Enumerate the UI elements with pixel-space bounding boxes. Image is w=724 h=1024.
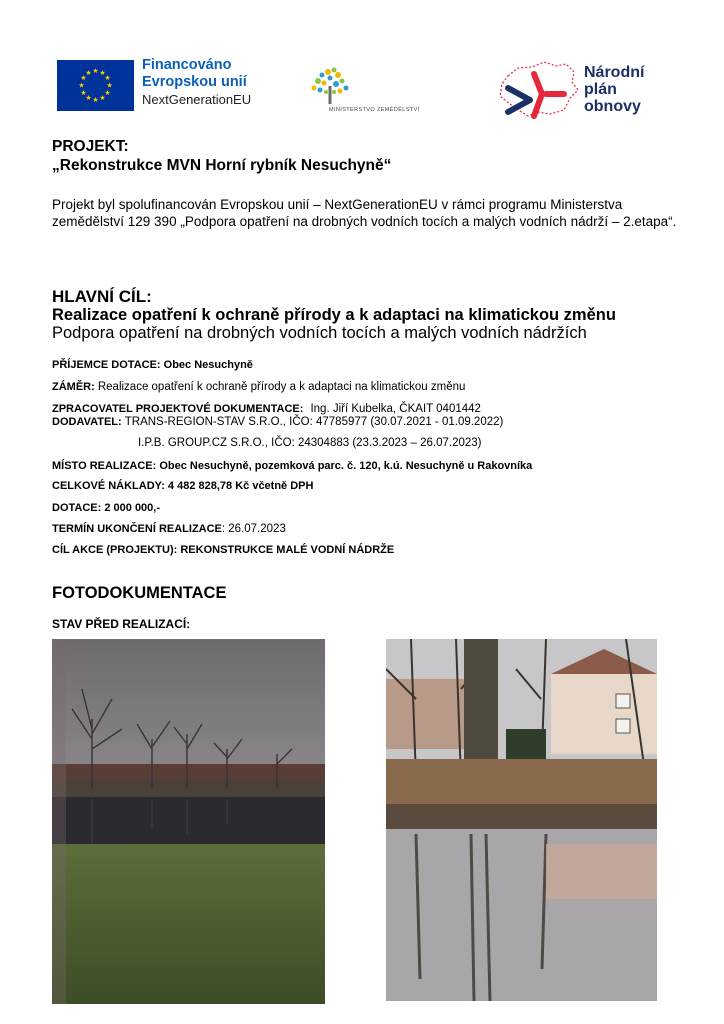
grant-label: DOTACE: <box>52 502 102 514</box>
npo-line-2: plán <box>584 81 617 98</box>
npo-line-1: Národní <box>584 64 645 81</box>
svg-text:★: ★ <box>99 69 106 77</box>
deadline-row <box>52 523 286 535</box>
intent-row <box>52 381 465 393</box>
intent-label: ZÁMĚR: <box>52 381 95 393</box>
aim-value: REKONSTRUKCE MALÉ VODNÍ NÁDRŽE <box>180 544 395 556</box>
svg-text:★: ★ <box>104 89 111 97</box>
eu-line-2: Evropskou unií <box>142 74 247 90</box>
svg-text:★: ★ <box>78 81 85 90</box>
photo-section-heading: FOTODOKUMENTACE <box>52 584 227 602</box>
supplier-value-1: TRANS-REGION-STAV S.R.O., IČO: 47785977 (30.07.2021 - 01.09.2022) <box>124 416 504 428</box>
eu-line-3: NextGenerationEU <box>142 92 252 107</box>
costs-label: CELKOVÉ NÁKLADY: <box>52 480 165 492</box>
supplier-label: DODAVATEL: <box>52 416 122 428</box>
pond-photo-right <box>386 639 657 1001</box>
goal-heading: HLAVNÍ CÍL: <box>52 287 152 306</box>
npo-line-3: obnovy <box>584 98 641 115</box>
place-value: Obec Nesuchyně, pozemková parc. č. 120, k.ú. Nesuchyně u Rakovníka <box>159 460 533 472</box>
eu-line-1: Financováno <box>142 57 232 73</box>
svg-text:★: ★ <box>92 67 99 75</box>
docs-value: Ing. Jiří Kubelka, ČKAIT 0401442 <box>310 403 481 415</box>
svg-text:★: ★ <box>104 74 111 82</box>
aim-row <box>52 544 394 556</box>
project-intro: Projekt byl spolufinancován Evropskou unií – NextGenerationEU v rámci programu Ministerstva zemědělství 129 390 „Podpora opatření na drobných vodních tocích a malých vodních nádrží – 2.etapa“. <box>52 197 677 229</box>
svg-text:★: ★ <box>92 96 99 104</box>
project-title: „Rekonstrukce MVN Horní rybník Nesuchyně“ <box>52 157 392 174</box>
npo-logo <box>494 58 584 128</box>
place-label: MÍSTO REALIZACE: <box>52 460 157 472</box>
recipient-value: Obec Nesuchyně <box>163 359 253 371</box>
supplier-value-2: I.P.B. GROUP.CZ S.R.O., IČO: 24304883 (23.3.2023 – 26.07.2023) <box>138 437 482 449</box>
recipient-label: PŘÍJEMCE DOTACE: <box>52 359 161 371</box>
svg-text:★: ★ <box>85 69 92 77</box>
eu-funding-text <box>142 57 251 108</box>
deadline-value: : 26.07.2023 <box>221 523 286 535</box>
pond-photo-left <box>52 639 325 1004</box>
goal-line-2: Podpora opatření na drobných vodních tocích a malých vodních nádržích <box>52 324 587 342</box>
svg-text:★: ★ <box>80 74 87 82</box>
supplier-row <box>52 416 503 428</box>
costs-row <box>52 480 313 492</box>
supplier-row-2 <box>138 437 482 449</box>
project-heading: PROJEKT: <box>52 138 129 155</box>
svg-text:★: ★ <box>99 94 106 102</box>
recipient-row <box>52 359 253 371</box>
eu-flag-logo <box>57 60 134 111</box>
intent-value: Realizace opatření k ochraně přírody a k adaptaci na klimatickou změnu <box>97 381 466 393</box>
npo-text <box>584 64 644 115</box>
deadline-label: TERMÍN UKONČENÍ REALIZACE <box>52 523 222 535</box>
svg-text:★: ★ <box>85 94 92 102</box>
ministry-name: MINISTERSTVO ZEMĚDĚLSTVÍ <box>329 107 420 113</box>
goal-line-1: Realizace opatření k ochraně přírody a k adaptaci na klimatickou změnu <box>52 306 616 324</box>
ministry-of-agriculture-logo <box>300 62 450 122</box>
aim-label: CÍL AKCE (PROJEKTU): <box>52 544 178 556</box>
svg-text:★: ★ <box>106 81 113 90</box>
costs-value: 4 482 828,78 Kč včetně DPH <box>167 480 314 492</box>
grant-row <box>52 502 160 514</box>
svg-text:★: ★ <box>80 89 87 97</box>
docs-label: ZPRACOVATEL PROJEKTOVÉ DOKUMENTACE: <box>52 403 304 415</box>
before-label: STAV PŘED REALIZACÍ: <box>52 617 191 631</box>
docs-row <box>52 403 481 415</box>
place-row <box>52 460 532 472</box>
grant-value: 2 000 000,- <box>104 502 161 514</box>
